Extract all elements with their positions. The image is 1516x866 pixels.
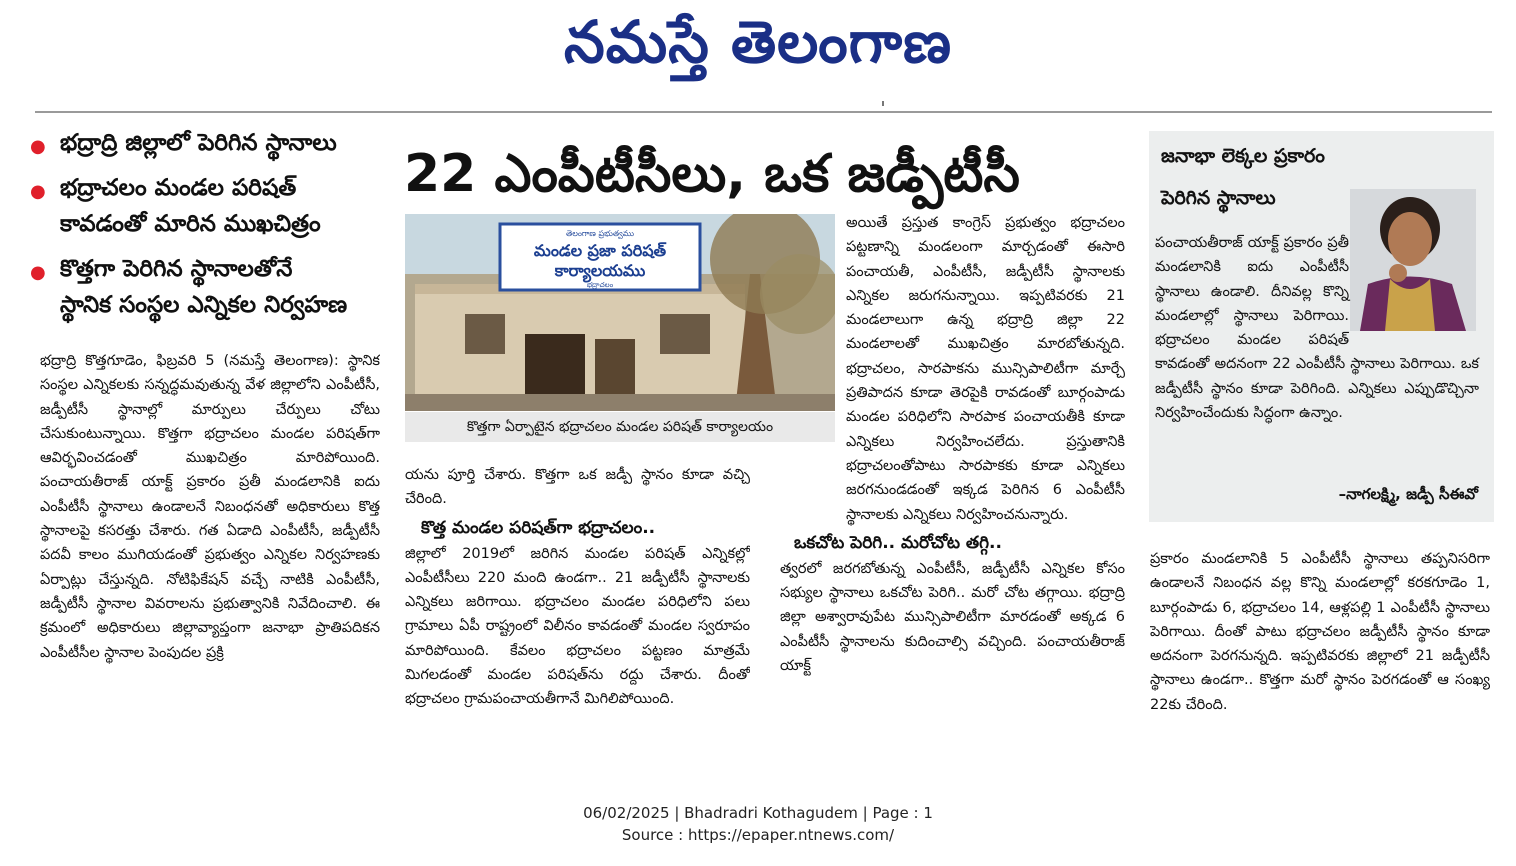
- sidebar-box: [1149, 131, 1494, 522]
- article-column-3: [780, 211, 1125, 771]
- article-column-1: [40, 349, 380, 767]
- footer-dateline: 06/02/2025 | Bhadradri Kothagudem | Page : 1: [583, 804, 933, 822]
- headline: 22 ఎంపీటీసీలు, ఒక జడ్పీటీసీ: [404, 144, 1020, 204]
- highlight-text: స్థానిక సంస్థల ఎన్నికల నిర్వహణ: [60, 292, 348, 318]
- section-subhead: ఒకచోట పెరిగి.. మరోచోట తగ్గి..: [794, 532, 1002, 553]
- article-column-4: [1150, 547, 1490, 767]
- bullet-dot-icon: ●: [30, 180, 46, 202]
- highlight-continuation: [30, 290, 385, 326]
- office-photo: [405, 214, 835, 411]
- photo-caption: కొత్తగా ఏర్పాటైన భద్రాచలం మండల పరిషత్ కార్యాలయం: [405, 412, 835, 442]
- sign-main-text: కార్యాలయము: [554, 261, 646, 280]
- article-paragraph: యను పూర్తి చేశారు. కొత్తగా ఒక జడ్పీ స్థానం కూడా వచ్చి చేరింది.: [405, 467, 750, 508]
- highlight-item: [30, 128, 385, 164]
- highlight-text: కొత్తగా పెరిగిన స్థానాలతోనే: [60, 256, 293, 282]
- footer-source: Source : https://epaper.ntnews.com/: [621, 826, 895, 844]
- highlight-text: భద్రాచలం మండల పరిషత్: [60, 175, 297, 201]
- highlight-item: [30, 254, 385, 290]
- sidebar-heading: జనాభా లెక్కల ప్రకారం: [1161, 145, 1325, 167]
- sidebar-paragraph: పంచాయతీరాజ్ యాక్ట్ ప్రకారం ప్రతీ మండలానికి ఐదు ఎంపీటీసీ స్థానాలు ఉండాలి. దీనివల్ల కొన్ని మండలాల్లో స్థానాలు పెరిగాయి. భద్రాచలం మండల పరిషత్ కావడంతో అదనంగా 22 ఎంపీటీసీ స్థానాలు పెరిగాయి. ఒక జడ్పీటీసీ స్థానం కూడా పెరిగింది. ఎన్నికలు ఎప్పుడొచ్చినా నిర్వహించేందుకు సిద్ధంగా ఉన్నాం.: [1155, 235, 1479, 422]
- article-paragraph: అయితే ప్రస్తుత కాంగ్రెస్ ప్రభుత్వం భద్రాచలం పట్టణాన్ని మండలంగా మార్చడంతో ఈసారి పంచాయతీ, ఎంపీటీసీ, జడ్పీటీసీ స్థానాలకు ఎన్నికల జరుగనున్నాయి. ఇప్పటివరకు 21 మండలాలుగా ఉన్న భద్రాద్రి జిల్లా 22 మండలాలతో ముఖచిత్రం మారబోతున్నది. భద్రాచలం, సారపాకను మున్సిపాలిటీగా మార్చే ప్రతిపాదన కూడా తెరపైకి రావడంతో బూర్గంపాడు మండల పరిధిలోని సారపాక పంచాయతీకి కూడా ఎన్నికలు నిర్వహించలేదు. ప్రస్తుతానికి భద్రాచలంతోపాటు సారపాకకు కూడా ఎన్నికలు జరగనుండడంతో ఇక్కడ పెరిగిన 6 ఎంపీటీసీ స్థానాలకు ఎన్నికలు నిర్వహించనున్నారు.: [846, 215, 1125, 523]
- highlight-text: భద్రాద్రి జిల్లాలో పెరిగిన స్థానాలు: [60, 130, 337, 156]
- rule-tick: [882, 101, 884, 106]
- article-paragraph: భద్రాద్రి కొత్తగూడెం, ఫిబ్రవరి 5 (నమస్తే తెలంగాణ): స్థానిక సంస్థల ఎన్నికలకు సన్నద్ధమవుతున్న వేళ జిల్లాలోని ఎంపీటీసీ, జడ్పీటీసీ స్థానాల్లో మార్పులు చేర్పులు చోటు చేసుకుంటున్నాయి. కొత్తగా భద్రాచలం మండల పరిషత్‌గా ఆవిర్భవించడంతో ముఖచిత్రం మారిపోయింది. పంచాయతీరాజ్ యాక్ట్ ప్రకారం ప్రతీ మండలానికి ఐదు ఎంపీటీసీ స్థానాలు ఉండాలనే నిబంధనతో అధికారులు కొత్త స్థానాలపై కసరత్తు చేశారు. గత ఏడాది ఎంపీటీసీ, జడ్పీటీసీ పదవీ కాలం ముగియడంతో ప్రభుత్వం ఎన్నికల నిర్వహణకు ఏర్పాట్లు చేస్తున్నది. నోటిఫికేషన్ వచ్చే నాటికి ఎంపీటీసీ, జడ్పీటీసీ స్థానాల వివరాలను ప్రభుత్వానికి నివేదించాలి. ఈ క్రమంలో అధికారులు జిల్లావ్యాప్తంగా జనాభా ప్రాతిపదికన ఎంపీటీసీల స్థానాల పెంపుదల ప్రక్రి: [40, 353, 380, 661]
- sidebar-body: [1155, 231, 1479, 425]
- masthead-rule: [35, 111, 1492, 113]
- sidebar-signature: –నాగలక్ష్మి, జడ్పీ సీఈవో: [1338, 485, 1478, 503]
- section-subhead: కొత్త మండల పరిషత్‌గా భద్రాచలం..: [421, 517, 656, 538]
- sign-top-text: తెలంగాణ ప్రభుత్వము: [565, 229, 635, 238]
- highlights-list: [30, 128, 385, 326]
- sign-main-text: మండల ప్రజా పరిషత్: [533, 241, 667, 260]
- article-paragraph: జిల్లాలో 2019లో జరిగిన మండల పరిషత్ ఎన్నికల్లో ఎంపీటీసీలు 220 మంది ఉండగా.. 21 జడ్పీటీసీ స్థానాలకు ఎన్నికలు జరిగాయి. భద్రాచలం మండల పరిధిలోని పలు గ్రామాలు ఏపీ రాష్ట్రంలో విలీనం కావడంతో మండల స్వరూపం మారిపోయింది. కేవలం భద్రాచలం పట్టణం మాత్రమే మిగలడంతో మండల పరిషత్‌ను రద్దు చేశారు. దీంతో భద్రాచలం గ్రామపంచాయతీగానే మిగిలిపోయింది.: [405, 545, 750, 708]
- office-building-illustration: [405, 214, 835, 411]
- highlight-text: కావడంతో మారిన ముఖచిత్రం: [60, 211, 321, 237]
- sign-bottom-text: భద్రాచలం: [586, 281, 614, 289]
- masthead: నమస్తే తెలంగాణ: [564, 8, 952, 76]
- article-paragraph: ప్రకారం మండలానికి 5 ఎంపీటీసీ స్థానాలు తప్పనిసరిగా ఉండాలనే నిబంధన వల్ల కొన్ని మండలాల్లో కరకగూడెం 1, బూర్గంపాడు 6, భద్రాచలం 14, ఆళ్లపల్లి 1 ఎంపీటీసీ స్థానాలు పెరిగాయి. దీంతో పాటు భద్రాచలం జడ్పీటీసీ స్థానం కూడా అదనంగా పెరగనున్నది. ఇప్పటివరకు జిల్లాలో 21 జడ్పీటీసీ స్థానాలు ఉండగా.. కొత్తగా మరో స్థానం పెరగడంతో ఆ సంఖ్య 22కు చేరింది.: [1150, 551, 1490, 713]
- highlight-item: [30, 173, 385, 209]
- sidebar-heading: పెరిగిన స్థానాలు: [1161, 187, 1276, 209]
- highlight-continuation: [30, 209, 385, 245]
- bullet-dot-icon: ●: [30, 135, 46, 157]
- article-column-2: [405, 463, 750, 773]
- bullet-dot-icon: ●: [30, 261, 46, 283]
- article-paragraph: త్వరలో జరగబోతున్న ఎంపీటీసీ, జడ్పీటీసీ ఎన్నికల కోసం సభ్యుల స్థానాలు ఒకచోట పెరిగి.. మరో చోట తగ్గాయి. భద్రాద్రి జిల్లా అశ్వారావుపేట మున్సిపాలిటీగా మారడంతో అక్కడ 6 ఎంపీటీసీ స్థానాలను కుదించాల్సి వచ్చింది. పంచాయతీరాజ్ యాక్ట్: [780, 560, 1125, 675]
